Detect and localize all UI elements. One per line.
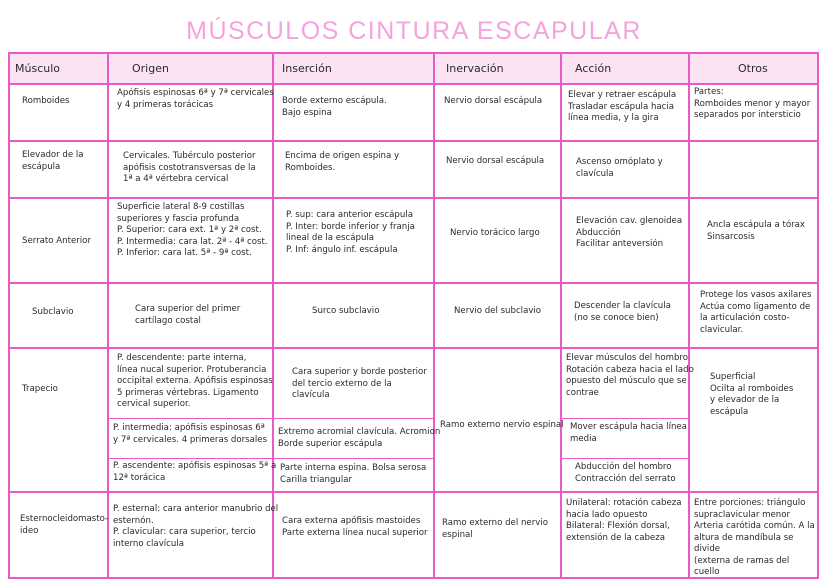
header-accion: Acción xyxy=(575,62,612,75)
cell-insercion-romboides: Borde externo escápula. Bajo espina xyxy=(282,96,387,118)
row-subdivider xyxy=(108,418,433,419)
cell-otros-ecm: Entre porciones: triángulo supraclavicular menor Arteria carótida común. A la altura de mandíbula se divide (externa de ramas del cuello xyxy=(694,498,815,577)
cell-origen-serrato: Superficie lateral 8-9 costillas superiores y fascia profunda P. Superior: cara ext. 1ª y 2ª cost. P. Intermedia: cara lat. 2ª - 4ª cost. P. Inferior: cara lat. 5ª - 9ª cost. xyxy=(117,202,268,258)
row-subdivider xyxy=(561,458,688,459)
column-divider xyxy=(107,54,109,577)
cell-insercion-subclavio: Surco subclavio xyxy=(312,306,380,316)
cell-musculo-ecm: Esternocleidomasto- ideo xyxy=(20,514,109,536)
column-divider xyxy=(688,54,690,577)
cell-origen-trapecio-descendente: P. descendente: parte interna, línea nucal superior. Protuberancia occipital externa. Apófisis espinosas 5 primeras vértebras. Ligamento cervical superior. xyxy=(117,353,273,409)
cell-origen-trapecio-intermedia: P. intermedia: apófisis espinosas 6ª y 7ª cervicales. 4 primeras dorsales xyxy=(113,423,268,445)
cell-accion-elevador: Ascenso omóplato y clavícula xyxy=(576,157,663,179)
cell-insercion-serrato: P. sup: cara anterior escápula P. Inter: borde inferior y franja lineal de la escápula P. Inf: ángulo inf. escápula xyxy=(286,210,415,255)
cell-accion-ecm: Unilateral: rotación cabeza hacia lado opuesto Bilateral: Flexión dorsal, extensión de la cabeza xyxy=(566,498,682,543)
cell-otros-romboides: Partes: Romboides menor y mayor separados por intersticio xyxy=(694,87,811,120)
column-divider xyxy=(433,54,435,577)
header-otros: Otros xyxy=(738,62,768,75)
row-subdivider xyxy=(561,418,688,419)
cell-origen-romboides: Apófisis espinosas 6ª y 7ª cervicales y 4 primeras torácicas xyxy=(117,88,274,110)
row-divider xyxy=(10,347,817,349)
cell-accion-romboides: Elevar y retraer escápula Trasladar escápula hacia línea media, y la gira xyxy=(568,90,677,123)
cell-insercion-trapecio-descendente: Cara superior y borde posterior del tercio externo de la clavícula xyxy=(292,367,427,400)
row-divider xyxy=(10,83,817,85)
cell-inervacion-serrato: Nervio torácico largo xyxy=(450,228,540,238)
cell-otros-subclavio: Protege los vasos axilares Actúa como ligamento de la articulación costo- clavicular. xyxy=(700,290,812,335)
row-subdivider xyxy=(108,458,433,459)
cell-otros-trapecio: Superficial Ocilta al romboides y elevador de la escápula xyxy=(710,372,794,417)
cell-origen-elevador: Cervicales. Tubérculo posterior apófisis costotransversas de la 1ª a 4ª vértebra cervical xyxy=(123,151,256,184)
cell-insercion-ecm: Cara externa apófisis mastoides Parte externa línea nucal superior xyxy=(282,516,428,538)
cell-inervacion-romboides: Nervio dorsal escápula xyxy=(444,96,543,106)
cell-insercion-trapecio-ascendente: Parte interna espina. Bolsa serosa Carilla triangular xyxy=(280,463,427,485)
cell-origen-ecm: P. esternal: cara anterior manubrio del esternón. P. clavicular: cara superior, tercio interno clavícula xyxy=(113,504,279,549)
cell-insercion-elevador: Encima de origen espina y Romboides. xyxy=(285,151,400,173)
cell-accion-trapecio-intermedia: Mover escápula hacia línea media xyxy=(570,422,687,444)
cell-musculo-trapecio: Trapecio xyxy=(22,384,58,394)
cell-musculo-serrato: Serrato Anterior xyxy=(22,236,91,246)
header-insercion: Inserción xyxy=(282,62,332,75)
cell-inervacion-trapecio: Ramo externo nervio espinal xyxy=(440,420,564,430)
cell-accion-trapecio-ascendente: Abducción del hombro Contracción del serrato xyxy=(575,462,676,484)
cell-inervacion-subclavio: Nervio del subclavio xyxy=(454,306,542,316)
row-divider xyxy=(10,491,817,493)
cell-accion-trapecio-descendente: Elevar músculos del hombro Rotación cabeza hacia el lado opuesto del músculo que se contrae xyxy=(566,353,694,398)
cell-inervacion-elevador: Nervio dorsal escápula xyxy=(446,156,545,166)
column-divider xyxy=(560,54,562,577)
cell-musculo-elevador: Elevador de la escápula xyxy=(22,150,84,172)
cell-insercion-trapecio-intermedia: Extremo acromial clavícula. Acromion Borde superior escápula xyxy=(278,427,441,449)
row-divider xyxy=(10,140,817,142)
column-divider xyxy=(272,54,274,577)
cell-musculo-subclavio: Subclavio xyxy=(32,307,74,317)
header-inervacion: Inervación xyxy=(446,62,504,75)
page-title: MÚSCULOS CINTURA ESCAPULAR xyxy=(186,17,642,45)
header-origen: Origen xyxy=(132,62,169,75)
cell-otros-serrato: Ancla escápula a tórax Sinsarcosis xyxy=(707,220,805,242)
cell-accion-serrato: Elevación cav. glenoidea Abducción Facilitar anteversión xyxy=(576,216,683,249)
row-divider xyxy=(10,197,817,199)
header-musculo: Músculo xyxy=(15,62,60,75)
row-divider xyxy=(10,282,817,284)
cell-musculo-romboides: Romboides xyxy=(22,96,70,106)
cell-inervacion-ecm: Ramo externo del nervio espinal xyxy=(442,518,548,540)
cell-origen-subclavio: Cara superior del primer cartílago costal xyxy=(135,304,241,326)
muscles-table xyxy=(8,52,819,579)
cell-origen-trapecio-ascendente: P. ascendente: apófisis espinosas 5ª a 12ª torácica xyxy=(113,461,277,483)
cell-accion-subclavio: Descender la clavícula (no se conoce bien) xyxy=(574,301,671,323)
